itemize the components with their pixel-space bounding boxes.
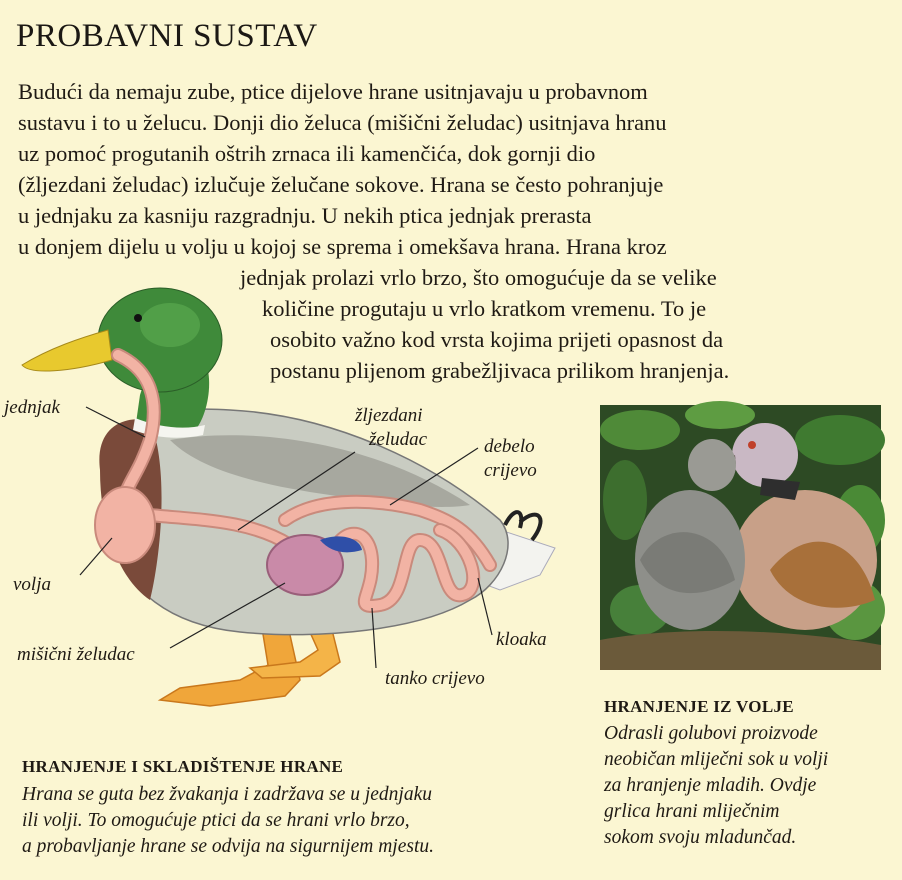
- caption-right-line: neobičan mliječni sok u volji: [604, 749, 829, 770]
- intro-line: jednjak prolazi vrlo brzo, što omogućuje da se velike: [240, 265, 717, 290]
- caption-right-line: Odrasli golubovi proizvode: [604, 723, 818, 744]
- caption-right-line: za hranjenje mladih. Ovdje: [604, 775, 817, 796]
- label-debelo-crijevo-2: crijevo: [484, 460, 537, 481]
- label-tanko-crijevo: tanko crijevo: [385, 668, 485, 689]
- intro-line: sustavu i to u želucu. Donji dio želuca (mišični želudac) usitnjava hranu: [18, 110, 667, 135]
- intro-line: (žljezdani želudac) izlučuje želučane sokove. Hrana se često pohranjuje: [18, 172, 664, 197]
- intro-line: uz pomoć progutanih oštrih zrnaca ili kamenčića, dok gornji dio: [18, 141, 596, 166]
- intro-line: u donjem dijelu u volju u kojoj se sprema i omekšava hrana. Hrana kroz: [18, 234, 667, 259]
- label-jednjak: jednjak: [4, 397, 60, 418]
- caption-left-line: a probavljanje hrane se odvija na sigurnijem mjestu.: [22, 836, 434, 857]
- label-misicni-zeludac: mišični želudac: [17, 644, 135, 665]
- caption-right-line: grlica hrani mliječnim: [604, 801, 780, 822]
- intro-line: Budući da nemaju zube, ptice dijelove hrane usitnjavaju u probavnom: [18, 79, 648, 104]
- label-zljezdani-zeludac-2: želudac: [369, 429, 428, 450]
- intro-line: osobito važno kod vrsta kojima prijeti opasnost da: [270, 327, 724, 352]
- caption-right-line: sokom svoju mladunčad.: [604, 827, 797, 848]
- caption-left-heading: HRANJENJE I SKLADIŠTENJE HRANE: [22, 757, 344, 776]
- label-zljezdani-zeludac-1: žljezdani: [355, 405, 423, 426]
- label-debelo-crijevo-1: debelo: [484, 436, 535, 457]
- caption-right-heading: HRANJENJE IZ VOLJE: [604, 697, 794, 716]
- page-title: PROBAVNI SUSTAV: [16, 18, 318, 54]
- intro-line: količine progutaju u vrlo kratkom vremenu. To je: [262, 296, 707, 321]
- label-volja: volja: [13, 574, 51, 595]
- caption-left-line: ili volji. To omogućuje ptici da se hrani vrlo brzo,: [22, 810, 410, 831]
- intro-line: postanu plijenom grabežljivaca prilikom hranjenja.: [270, 358, 730, 383]
- label-kloaka: kloaka: [496, 629, 547, 650]
- intro-line: u jednjaku za kasniju razgradnju. U nekih ptica jednjak prerasta: [18, 203, 592, 228]
- caption-left-line: Hrana se guta bez žvakanja i zadržava se u jednjaku: [22, 784, 432, 805]
